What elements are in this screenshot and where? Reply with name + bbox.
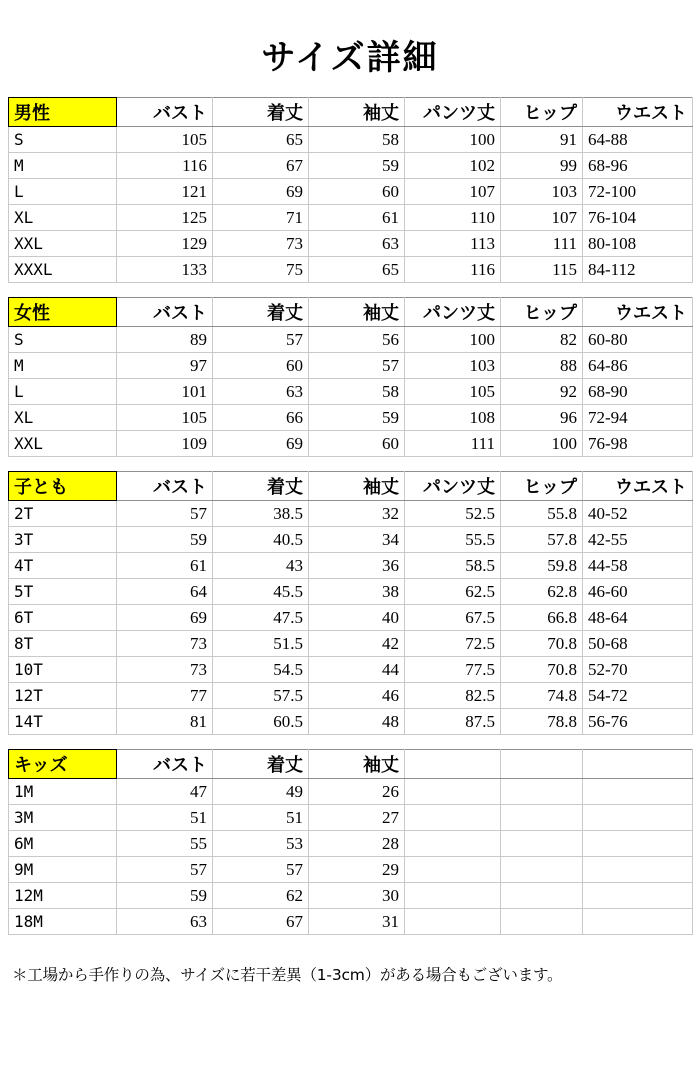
measurement-cell: 61	[309, 205, 405, 231]
measurement-cell: 66.8	[501, 605, 583, 631]
measurement-cell: 64	[117, 579, 213, 605]
footnote: ＊工場から手作りの為、サイズに若干差異（1-3cm）がある場合もございます。	[12, 966, 563, 984]
measurement-cell: 102	[405, 153, 501, 179]
measurement-cell: 57.5	[213, 683, 309, 709]
measurement-cell: 61	[117, 553, 213, 579]
table-row	[9, 553, 693, 579]
table-row	[9, 709, 693, 735]
size-label: 10T	[9, 657, 117, 683]
measurement-cell	[501, 779, 583, 805]
size-tables-container	[8, 97, 692, 949]
measurement-cell: 72-94	[583, 405, 693, 431]
measurement-cell: 115	[501, 257, 583, 283]
table-row	[9, 883, 693, 909]
measurement-cell: 38.5	[213, 501, 309, 527]
measurement-cell: 67	[213, 153, 309, 179]
measurement-cell: 36	[309, 553, 405, 579]
measurement-cell: 40.5	[213, 527, 309, 553]
measurement-cell: 47	[117, 779, 213, 805]
measurement-cell: 133	[117, 257, 213, 283]
table-row	[9, 153, 693, 179]
measurement-cell: 42	[309, 631, 405, 657]
measurement-cell: 73	[117, 657, 213, 683]
measurement-cell: 96	[501, 405, 583, 431]
measurement-cell: 72.5	[405, 631, 501, 657]
measurement-cell: 45.5	[213, 579, 309, 605]
table-gap	[8, 935, 692, 949]
size-label: 14T	[9, 709, 117, 735]
measurement-cell: 105	[405, 379, 501, 405]
measurement-cell: 78.8	[501, 709, 583, 735]
measurement-cell: 64-88	[583, 127, 693, 153]
table-header-row	[9, 298, 693, 327]
column-header: 着丈	[213, 750, 309, 779]
size-label: 12M	[9, 883, 117, 909]
measurement-cell: 82	[501, 327, 583, 353]
table-gap	[8, 457, 692, 471]
size-label: 5T	[9, 579, 117, 605]
measurement-cell: 40	[309, 605, 405, 631]
column-header: ヒップ	[501, 98, 583, 127]
table-row	[9, 683, 693, 709]
measurement-cell	[501, 909, 583, 935]
table-row	[9, 127, 693, 153]
measurement-cell: 34	[309, 527, 405, 553]
column-header: 着丈	[213, 472, 309, 501]
measurement-cell: 55.5	[405, 527, 501, 553]
measurement-cell: 62.8	[501, 579, 583, 605]
size-table	[8, 297, 693, 457]
table-row	[9, 831, 693, 857]
measurement-cell: 63	[309, 231, 405, 257]
measurement-cell: 63	[117, 909, 213, 935]
column-header: ウエスト	[583, 298, 693, 327]
size-label: S	[9, 327, 117, 353]
table-row	[9, 205, 693, 231]
measurement-cell: 69	[117, 605, 213, 631]
measurement-cell: 59.8	[501, 553, 583, 579]
measurement-cell: 57	[309, 353, 405, 379]
measurement-cell: 92	[501, 379, 583, 405]
measurement-cell: 97	[117, 353, 213, 379]
measurement-cell: 59	[117, 527, 213, 553]
measurement-cell: 51	[213, 805, 309, 831]
table-row	[9, 405, 693, 431]
measurement-cell: 46-60	[583, 579, 693, 605]
measurement-cell: 28	[309, 831, 405, 857]
column-header: パンツ丈	[405, 298, 501, 327]
measurement-cell: 121	[117, 179, 213, 205]
measurement-cell: 100	[405, 127, 501, 153]
table-row	[9, 631, 693, 657]
table-row	[9, 231, 693, 257]
measurement-cell: 54-72	[583, 683, 693, 709]
size-label: M	[9, 153, 117, 179]
column-header: 袖丈	[309, 750, 405, 779]
measurement-cell: 73	[117, 631, 213, 657]
measurement-cell	[583, 857, 693, 883]
measurement-cell: 31	[309, 909, 405, 935]
measurement-cell: 110	[405, 205, 501, 231]
measurement-cell: 66	[213, 405, 309, 431]
measurement-cell: 60.5	[213, 709, 309, 735]
measurement-cell: 57	[213, 857, 309, 883]
measurement-cell: 32	[309, 501, 405, 527]
measurement-cell: 105	[117, 405, 213, 431]
measurement-cell: 47.5	[213, 605, 309, 631]
column-header: ヒップ	[501, 298, 583, 327]
measurement-cell: 60	[309, 179, 405, 205]
measurement-cell: 109	[117, 431, 213, 457]
table-row	[9, 779, 693, 805]
page-title: サイズ詳細	[261, 38, 439, 78]
size-label: XXL	[9, 231, 117, 257]
measurement-cell: 82.5	[405, 683, 501, 709]
measurement-cell: 64-86	[583, 353, 693, 379]
measurement-cell	[405, 883, 501, 909]
measurement-cell	[405, 857, 501, 883]
measurement-cell: 103	[405, 353, 501, 379]
column-header: パンツ丈	[405, 98, 501, 127]
measurement-cell: 80-108	[583, 231, 693, 257]
measurement-cell: 55	[117, 831, 213, 857]
measurement-cell: 60	[309, 431, 405, 457]
size-label: XL	[9, 405, 117, 431]
category-label: キッズ	[9, 750, 117, 779]
column-header	[583, 750, 693, 779]
measurement-cell: 60	[213, 353, 309, 379]
measurement-cell: 52-70	[583, 657, 693, 683]
measurement-cell: 72-100	[583, 179, 693, 205]
measurement-cell: 59	[309, 153, 405, 179]
measurement-cell: 87.5	[405, 709, 501, 735]
measurement-cell: 44-58	[583, 553, 693, 579]
table-row	[9, 257, 693, 283]
measurement-cell: 111	[501, 231, 583, 257]
measurement-cell: 44	[309, 657, 405, 683]
column-header: 袖丈	[309, 298, 405, 327]
measurement-cell: 42-55	[583, 527, 693, 553]
category-label: 女性	[9, 298, 117, 327]
measurement-cell: 84-112	[583, 257, 693, 283]
size-label: 9M	[9, 857, 117, 883]
size-label: L	[9, 179, 117, 205]
size-table	[8, 97, 693, 283]
measurement-cell: 63	[213, 379, 309, 405]
table-header-row	[9, 98, 693, 127]
table-row	[9, 657, 693, 683]
measurement-cell	[405, 779, 501, 805]
measurement-cell: 62	[213, 883, 309, 909]
measurement-cell: 48-64	[583, 605, 693, 631]
measurement-cell: 74.8	[501, 683, 583, 709]
measurement-cell: 111	[405, 431, 501, 457]
category-label: 男性	[9, 98, 117, 127]
size-table	[8, 749, 693, 935]
measurement-cell: 77.5	[405, 657, 501, 683]
measurement-cell: 100	[405, 327, 501, 353]
measurement-cell: 68-96	[583, 153, 693, 179]
size-label: XL	[9, 205, 117, 231]
measurement-cell	[501, 883, 583, 909]
measurement-cell: 91	[501, 127, 583, 153]
measurement-cell: 70.8	[501, 657, 583, 683]
measurement-cell: 113	[405, 231, 501, 257]
measurement-cell: 54.5	[213, 657, 309, 683]
table-row	[9, 579, 693, 605]
measurement-cell: 108	[405, 405, 501, 431]
measurement-cell: 51	[117, 805, 213, 831]
size-label: 3M	[9, 805, 117, 831]
measurement-cell: 56-76	[583, 709, 693, 735]
measurement-cell: 52.5	[405, 501, 501, 527]
column-header: ウエスト	[583, 472, 693, 501]
measurement-cell: 69	[213, 179, 309, 205]
measurement-cell	[405, 909, 501, 935]
table-row	[9, 605, 693, 631]
size-label: 8T	[9, 631, 117, 657]
column-header: バスト	[117, 472, 213, 501]
measurement-cell: 76-98	[583, 431, 693, 457]
measurement-cell: 67	[213, 909, 309, 935]
size-table	[8, 471, 693, 735]
table-row	[9, 353, 693, 379]
measurement-cell	[501, 805, 583, 831]
size-label: 3T	[9, 527, 117, 553]
measurement-cell: 57	[117, 501, 213, 527]
measurement-cell: 129	[117, 231, 213, 257]
measurement-cell: 51.5	[213, 631, 309, 657]
measurement-cell: 30	[309, 883, 405, 909]
measurement-cell: 81	[117, 709, 213, 735]
table-header-row	[9, 750, 693, 779]
measurement-cell: 57	[213, 327, 309, 353]
measurement-cell: 89	[117, 327, 213, 353]
measurement-cell: 46	[309, 683, 405, 709]
measurement-cell: 58.5	[405, 553, 501, 579]
column-header: 袖丈	[309, 472, 405, 501]
table-row	[9, 501, 693, 527]
column-header	[405, 750, 501, 779]
size-label: 18M	[9, 909, 117, 935]
measurement-cell	[405, 805, 501, 831]
table-row	[9, 527, 693, 553]
measurement-cell: 58	[309, 379, 405, 405]
size-label: 6T	[9, 605, 117, 631]
measurement-cell: 49	[213, 779, 309, 805]
size-label: XXL	[9, 431, 117, 457]
column-header: 袖丈	[309, 98, 405, 127]
measurement-cell: 70.8	[501, 631, 583, 657]
table-row	[9, 909, 693, 935]
size-label: XXXL	[9, 257, 117, 283]
table-row	[9, 857, 693, 883]
column-header	[501, 750, 583, 779]
measurement-cell	[405, 831, 501, 857]
measurement-cell: 101	[117, 379, 213, 405]
measurement-cell: 50-68	[583, 631, 693, 657]
size-label: 12T	[9, 683, 117, 709]
column-header: ヒップ	[501, 472, 583, 501]
measurement-cell: 48	[309, 709, 405, 735]
column-header: バスト	[117, 98, 213, 127]
measurement-cell: 65	[309, 257, 405, 283]
measurement-cell: 99	[501, 153, 583, 179]
measurement-cell: 27	[309, 805, 405, 831]
measurement-cell: 62.5	[405, 579, 501, 605]
measurement-cell: 107	[501, 205, 583, 231]
column-header: 着丈	[213, 98, 309, 127]
measurement-cell: 59	[117, 883, 213, 909]
measurement-cell: 55.8	[501, 501, 583, 527]
measurement-cell: 107	[405, 179, 501, 205]
column-header: バスト	[117, 750, 213, 779]
measurement-cell: 100	[501, 431, 583, 457]
measurement-cell: 57.8	[501, 527, 583, 553]
table-row	[9, 327, 693, 353]
measurement-cell: 69	[213, 431, 309, 457]
measurement-cell: 38	[309, 579, 405, 605]
table-row	[9, 179, 693, 205]
measurement-cell: 58	[309, 127, 405, 153]
measurement-cell: 26	[309, 779, 405, 805]
measurement-cell: 57	[117, 857, 213, 883]
size-label: 2T	[9, 501, 117, 527]
size-label: 4T	[9, 553, 117, 579]
measurement-cell: 60-80	[583, 327, 693, 353]
table-row	[9, 379, 693, 405]
measurement-cell: 29	[309, 857, 405, 883]
size-label: M	[9, 353, 117, 379]
measurement-cell: 88	[501, 353, 583, 379]
measurement-cell: 105	[117, 127, 213, 153]
measurement-cell: 116	[405, 257, 501, 283]
column-header: 着丈	[213, 298, 309, 327]
measurement-cell: 103	[501, 179, 583, 205]
measurement-cell: 56	[309, 327, 405, 353]
measurement-cell: 40-52	[583, 501, 693, 527]
table-row	[9, 431, 693, 457]
measurement-cell	[583, 805, 693, 831]
measurement-cell: 77	[117, 683, 213, 709]
column-header: バスト	[117, 298, 213, 327]
column-header: パンツ丈	[405, 472, 501, 501]
measurement-cell	[501, 831, 583, 857]
table-header-row	[9, 472, 693, 501]
measurement-cell: 59	[309, 405, 405, 431]
measurement-cell: 65	[213, 127, 309, 153]
table-row	[9, 805, 693, 831]
size-label: 6M	[9, 831, 117, 857]
measurement-cell: 71	[213, 205, 309, 231]
measurement-cell: 76-104	[583, 205, 693, 231]
size-label: L	[9, 379, 117, 405]
measurement-cell	[583, 883, 693, 909]
measurement-cell: 116	[117, 153, 213, 179]
measurement-cell: 67.5	[405, 605, 501, 631]
measurement-cell	[583, 779, 693, 805]
measurement-cell	[501, 857, 583, 883]
measurement-cell	[583, 909, 693, 935]
measurement-cell	[583, 831, 693, 857]
measurement-cell: 68-90	[583, 379, 693, 405]
measurement-cell: 73	[213, 231, 309, 257]
measurement-cell: 125	[117, 205, 213, 231]
table-gap	[8, 283, 692, 297]
measurement-cell: 53	[213, 831, 309, 857]
size-label: 1M	[9, 779, 117, 805]
category-label: 子とも	[9, 472, 117, 501]
measurement-cell: 43	[213, 553, 309, 579]
size-label: S	[9, 127, 117, 153]
table-gap	[8, 735, 692, 749]
measurement-cell: 75	[213, 257, 309, 283]
column-header: ウエスト	[583, 98, 693, 127]
